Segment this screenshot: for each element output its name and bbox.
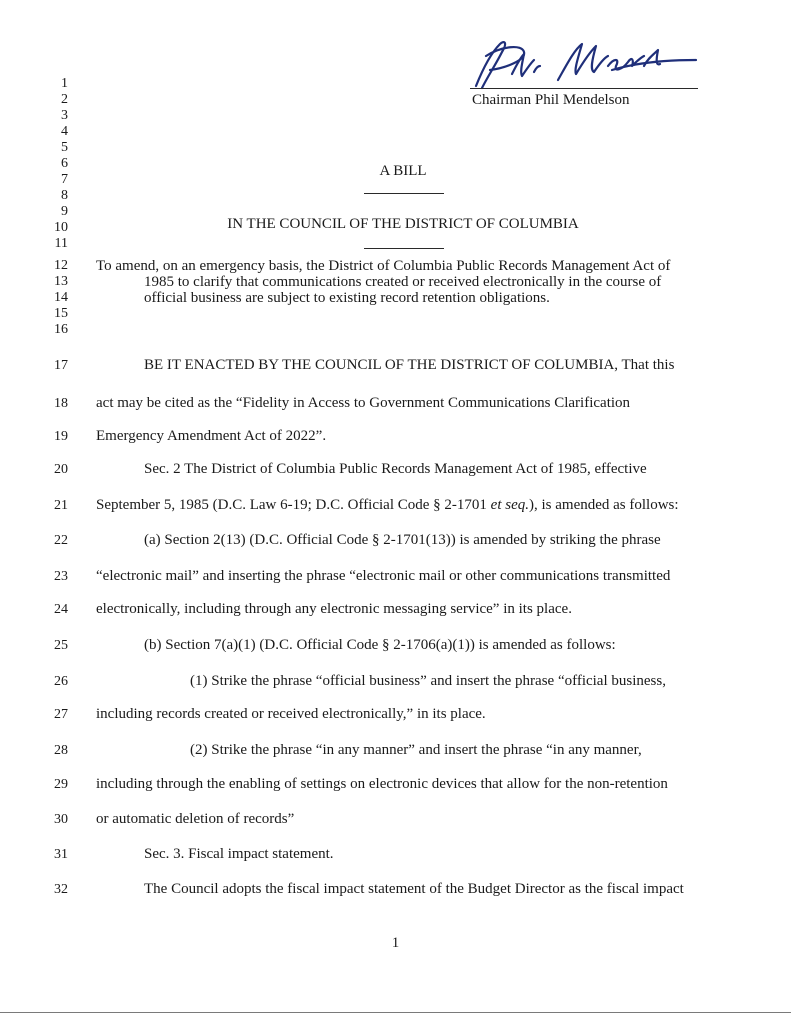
body-line-27: including records created or received electronically,” in its place. (96, 706, 486, 722)
line-number: 17 (54, 358, 68, 373)
divider-rule (364, 193, 444, 194)
body-line-31: Sec. 3. Fiscal impact statement. (144, 846, 334, 862)
body-line-20: Sec. 2 The District of Columbia Public Records Management Act of 1985, effective (144, 461, 647, 477)
line-number: 16 (54, 322, 68, 337)
signature-line (470, 88, 698, 89)
body-line-24: electronically, including through any electronic messaging service” in its place. (96, 601, 572, 617)
body-line-22: (a) Section 2(13) (D.C. Official Code § 2-1701(13)) is amended by striking the phrase (144, 532, 661, 548)
line-number: 3 (61, 108, 68, 123)
line-number: 25 (54, 638, 68, 653)
council-heading: IN THE COUNCIL OF THE DISTRICT OF COLUMBIA (227, 216, 579, 232)
body-line-21-start: September 5, 1985 (D.C. Law 6-19; D.C. Official Code § 2-1701 (96, 497, 491, 513)
line-number: 11 (54, 236, 68, 251)
body-line-21 (96, 497, 679, 514)
divider-rule (364, 248, 444, 249)
line-number: 23 (54, 569, 68, 584)
line-number: 28 (54, 743, 68, 758)
body-line-29: including through the enabling of settings on electronic devices that allow for the non-retention (96, 776, 668, 792)
scan-edge-line (0, 1012, 791, 1013)
purpose-line-1: To amend, on an emergency basis, the District of Columbia Public Records Management Act of (96, 258, 671, 274)
line-number: 8 (61, 188, 68, 203)
body-line-25: (b) Section 7(a)(1) (D.C. Official Code § 2-1706(a)(1)) is amended as follows: (144, 637, 616, 653)
body-line-32: The Council adopts the fiscal impact statement of the Budget Director as the fiscal impact (144, 881, 684, 897)
line-number: 18 (54, 396, 68, 411)
line-number: 1 (61, 76, 68, 91)
body-line-30: or automatic deletion of records” (96, 811, 295, 827)
line-number: 4 (61, 124, 68, 139)
body-line-17: BE IT ENACTED BY THE COUNCIL OF THE DISTRICT OF COLUMBIA, That this (144, 357, 675, 373)
line-number: 7 (61, 172, 68, 187)
body-line-23: “electronic mail” and inserting the phrase “electronic mail or other communications transmitted (96, 568, 671, 584)
line-number: 21 (54, 498, 68, 513)
line-number: 31 (54, 847, 68, 862)
line-number: 13 (54, 274, 68, 289)
body-line-19: Emergency Amendment Act of 2022”. (96, 428, 327, 444)
line-number: 14 (54, 290, 68, 305)
line-number: 5 (61, 140, 68, 155)
line-number: 19 (54, 429, 68, 444)
line-number: 10 (54, 220, 68, 235)
handwritten-signature (462, 36, 702, 96)
line-number: 2 (61, 92, 68, 107)
line-number: 20 (54, 462, 68, 477)
line-number: 27 (54, 707, 68, 722)
body-line-21-end: ), is amended as follows: (529, 497, 679, 513)
body-line-18: act may be cited as the “Fidelity in Access to Government Communications Clarification (96, 395, 631, 411)
line-number: 15 (54, 306, 68, 321)
signature-caption: Chairman Phil Mendelson (472, 92, 630, 108)
line-number: 12 (54, 258, 68, 273)
line-number: 9 (61, 204, 68, 219)
bill-title: A BILL (379, 163, 427, 179)
line-number: 26 (54, 674, 68, 689)
signature-block (462, 36, 702, 116)
body-line-28: (2) Strike the phrase “in any manner” and insert the phrase “in any manner, (190, 742, 642, 758)
line-number: 29 (54, 777, 68, 792)
purpose-line-3: official business are subject to existing record retention obligations. (144, 290, 550, 306)
line-number: 6 (61, 156, 68, 171)
et-seq-italic: et seq. (490, 497, 529, 513)
body-line-26: (1) Strike the phrase “official business” and insert the phrase “official business, (190, 673, 666, 689)
line-number: 30 (54, 812, 68, 827)
line-number: 32 (54, 882, 68, 897)
purpose-line-2: 1985 to clarify that communications created or received electronically in the course of (144, 274, 662, 290)
line-number: 22 (54, 533, 68, 548)
page-number: 1 (391, 935, 400, 951)
line-number: 24 (54, 602, 68, 617)
